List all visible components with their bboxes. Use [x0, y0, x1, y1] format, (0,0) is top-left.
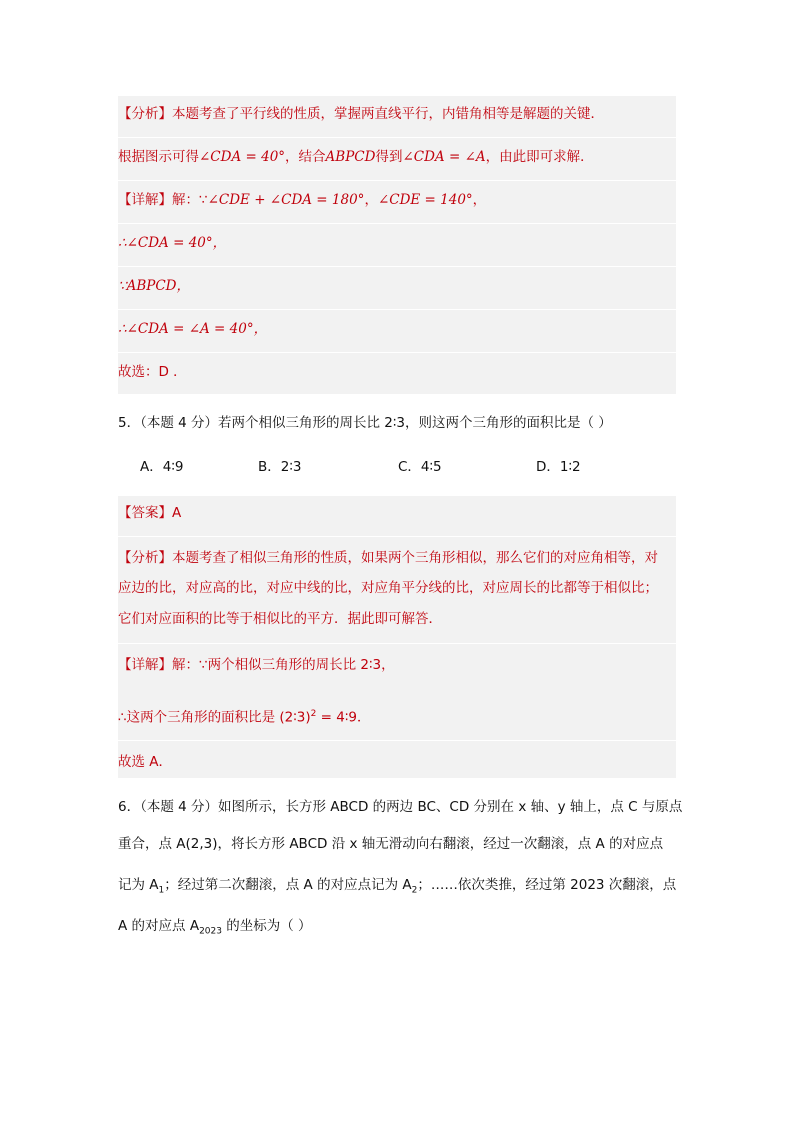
q6-line: 6．（本题 4 分）如图所示，长方形 ABCD 的两边 BC、CD 分别在 x 轴、y 轴上，点 C 与原点: [118, 799, 683, 815]
detail-exponent: 2: [310, 709, 317, 719]
detail-math: = 4∶9．: [316, 709, 371, 726]
divider: [118, 352, 676, 353]
hint-text: ，结合: [285, 149, 326, 165]
q5-detail-step: [118, 704, 370, 728]
q5-analysis-line: 应边的比，对应高的比，对应中线的比，对应角平分线的比，对应周长的比都等于相似比；: [118, 580, 658, 596]
q4-detail: [118, 190, 486, 210]
q6-text: 的坐标为（ ）: [221, 918, 312, 934]
q5-option-c: C．4∶5: [398, 459, 442, 475]
q6-text: ；……依次类推，经过第 2023 次翻滚，点: [417, 877, 677, 893]
answer-tag: 【答案】: [118, 505, 172, 521]
subscript: 2023: [199, 926, 222, 937]
hint-math: ∠CDA = 40°: [199, 149, 286, 165]
q6-line: [118, 916, 312, 942]
q4-analysis: [118, 104, 604, 124]
q6-text: ；经过第二次翻滚，点 A 的对应点记为 A: [164, 877, 412, 893]
analysis-tag: 【分析】: [118, 550, 172, 566]
divider: [118, 266, 676, 267]
q4-hint: [118, 147, 594, 167]
detail-math: ∠CDE = 140°: [377, 192, 473, 208]
subscript: 1: [158, 885, 165, 896]
q5-analysis-line: [118, 548, 658, 568]
detail-text: 解：∵: [172, 192, 208, 208]
q5-solution-block: [118, 496, 676, 778]
divider: [118, 309, 676, 310]
subscript: 2: [411, 885, 418, 896]
divider: [118, 643, 676, 644]
q4-step: ∵ABPCD，: [118, 278, 190, 294]
hint-text: ，由此即可求解．: [485, 149, 594, 165]
detail-math: (2∶3): [279, 709, 311, 726]
detail-math: ∠CDE + ∠CDA = 180°: [207, 192, 365, 208]
q5-analysis-line: 它们对应面积的比等于相似比的平方．据此即可解答．: [118, 611, 442, 627]
analysis-text: 本题考查了相似三角形的性质，如果两个三角形相似，那么它们的对应角相等，对: [172, 550, 658, 566]
q6-text: 记为 A: [118, 877, 159, 893]
q5-option-a: A．4∶9: [140, 459, 184, 475]
divider: [118, 740, 676, 741]
detail-text: 解：∵两个相似三角形的周长比 2∶3，: [172, 657, 395, 673]
detail-tag: 【详解】: [118, 657, 172, 673]
q5-choice: 故选 A．: [118, 754, 173, 770]
q6-line: [118, 875, 676, 901]
hint-text: 得到: [375, 149, 403, 165]
q4-step: ∴∠CDA = ∠A = 40°，: [118, 321, 268, 337]
analysis-text: 本题考查了平行线的性质，掌握两直线平行，内错角相等是解题的关键．: [172, 106, 604, 122]
detail-text: ∴这两个三角形的面积比是: [118, 709, 280, 726]
detail-text: ，: [472, 192, 487, 208]
divider: [118, 536, 676, 537]
divider: [118, 180, 676, 181]
q5-detail: [118, 655, 395, 675]
q4-step: ∴∠CDA = 40°，: [118, 235, 227, 251]
hint-text: 根据图示可得: [118, 149, 199, 165]
detail-tag: 【详解】: [118, 192, 172, 208]
hint-math: ∠CDA = ∠A: [402, 149, 486, 165]
divider: [118, 137, 676, 138]
hint-math: ABPCD: [325, 149, 376, 165]
divider: [118, 223, 676, 224]
detail-text: ，: [364, 192, 378, 208]
q5-answer: [118, 503, 181, 523]
q6-line: 重合，点 A(2,3)，将长方形 ABCD 沿 x 轴无滑动向右翻滚，经过一次翻滚，点 A 的对应点: [118, 836, 664, 852]
answer-value: A: [172, 505, 182, 521]
q5-option-d: D．1∶2: [536, 459, 581, 475]
q5-option-b: B．2∶3: [258, 459, 302, 475]
analysis-tag: 【分析】: [118, 106, 172, 122]
q5-stem: 5．（本题 4 分）若两个相似三角形的周长比 2∶3，则这两个三角形的面积比是（ ）: [118, 415, 612, 431]
q4-choice: 故选：D ．: [118, 364, 187, 380]
q6-text: A 的对应点 A: [118, 918, 200, 934]
